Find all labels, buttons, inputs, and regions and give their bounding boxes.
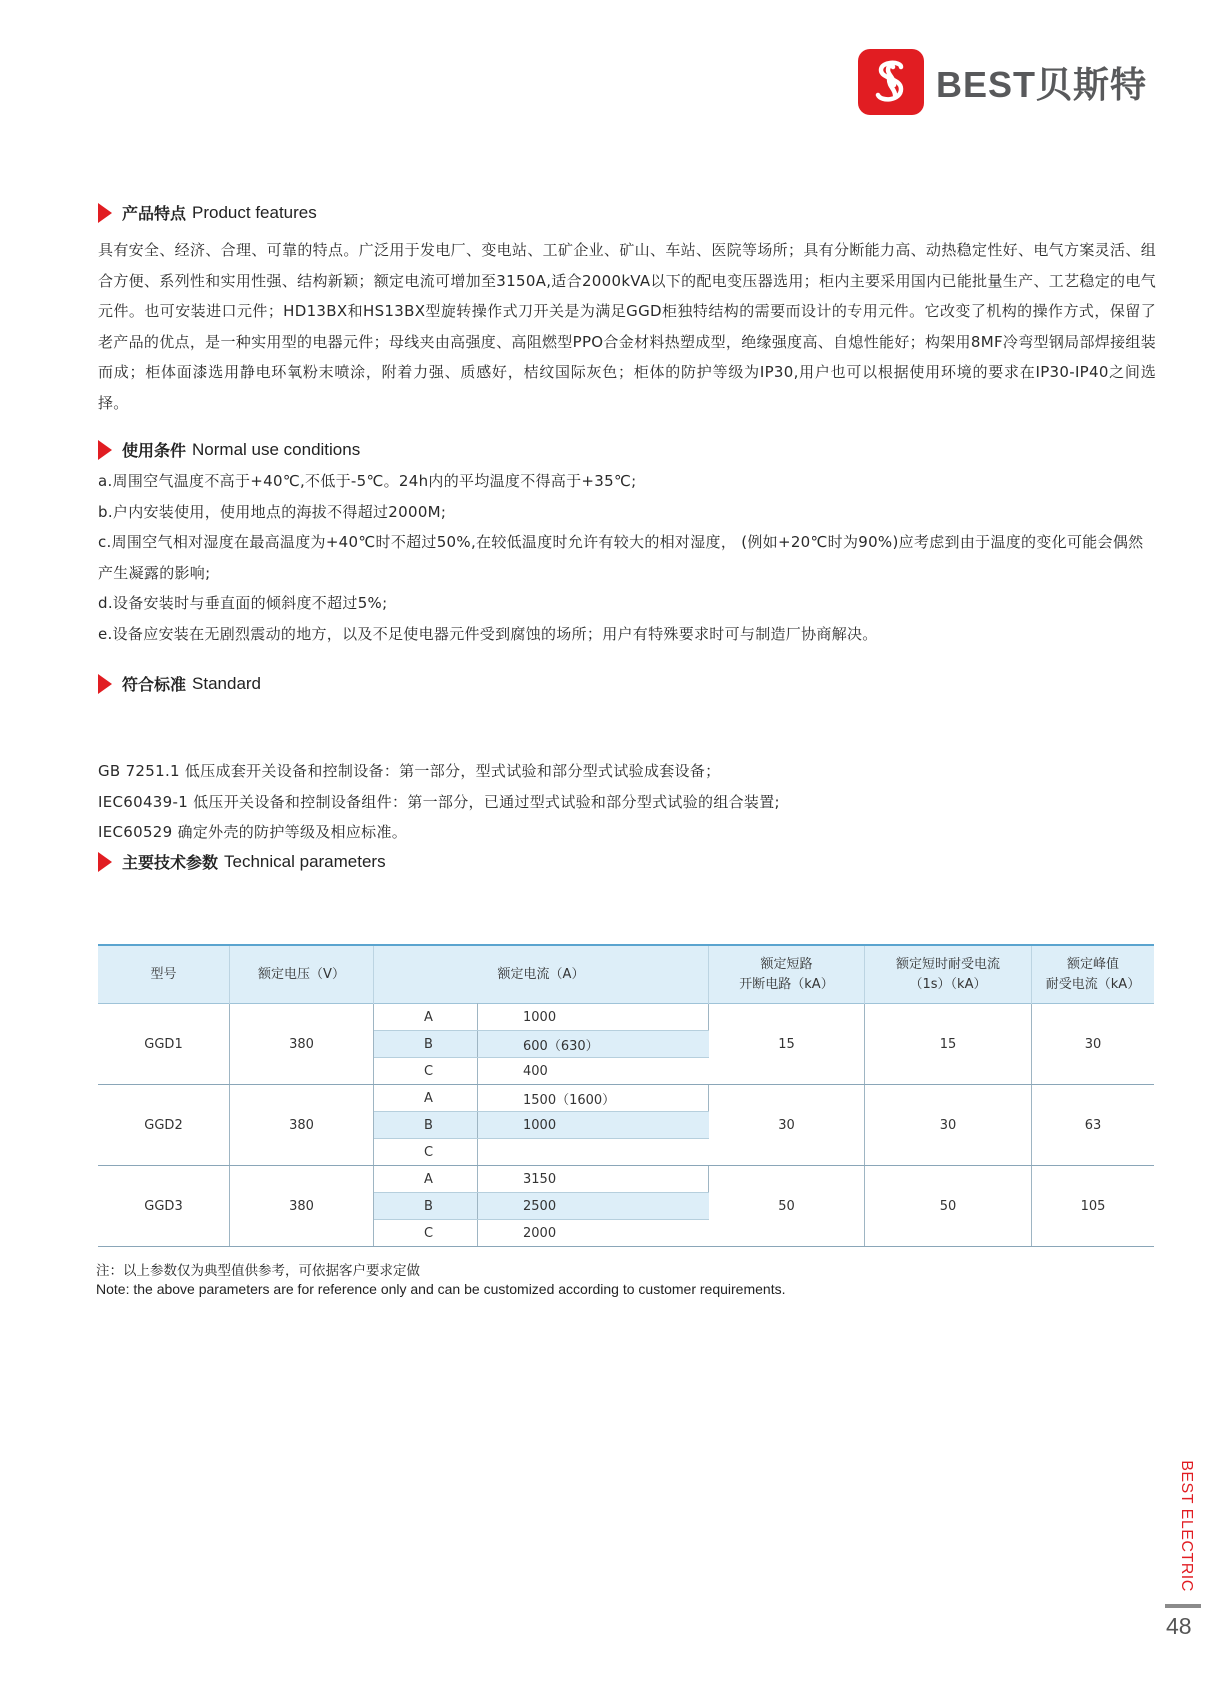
cell-current	[478, 1004, 709, 1031]
condition-item: d.设备安装时与垂直面的倾斜度不超过5%;	[98, 594, 388, 612]
standard-list	[98, 756, 1158, 848]
section-title-en: Technical parameters	[224, 851, 386, 871]
note-en: Note: the above parameters are for reference only and can be customized according to customer requirements.	[96, 1281, 786, 1297]
section-title-features	[98, 201, 317, 224]
cell-grade	[374, 1166, 478, 1193]
section-title-cn: 产品特点	[122, 204, 187, 223]
cell-grade	[374, 1031, 478, 1058]
cell-model: GGD3	[98, 1166, 230, 1247]
header-peak	[1032, 945, 1155, 1004]
cell-grade	[374, 1193, 478, 1220]
header-voltage: 额定电压（V）	[230, 945, 374, 1004]
cell-current	[478, 1193, 709, 1220]
cell-grade	[374, 1085, 478, 1112]
standard-item: GB 7251.1 低压成套开关设备和控制设备：第一部分，型式试验和部分型式试验成套设备；	[98, 762, 721, 780]
condition-item: b.户内安装使用，使用地点的海拔不得超过2000M;	[98, 502, 447, 521]
table-row	[98, 1085, 1154, 1112]
cell-short-time: 30	[865, 1085, 1032, 1166]
current-value: 3150	[523, 1171, 557, 1187]
header-current: 额定电流（A）	[374, 945, 709, 1004]
current-value: 1000	[523, 1009, 557, 1025]
header-breaking-line1: 额定短路	[760, 956, 813, 972]
section-title-params	[98, 850, 386, 873]
header-short-time-line1: 额定短时耐受电流	[895, 956, 1000, 972]
grade-label: A	[424, 1009, 433, 1025]
grade-label: C	[424, 1063, 434, 1079]
grade-label: C	[424, 1144, 434, 1160]
header-short-time	[865, 945, 1032, 1004]
table-row	[98, 1004, 1154, 1031]
brand-s-logo-icon	[858, 49, 924, 115]
cell-breaking: 30	[709, 1085, 865, 1166]
table-note	[96, 1262, 785, 1298]
grade-label: C	[424, 1225, 434, 1241]
section-title-conditions	[98, 438, 360, 461]
technical-parameters-table	[98, 944, 1154, 1247]
section-title-standard	[98, 672, 261, 695]
current-value: 1000	[523, 1117, 557, 1133]
header-breaking-line2: 开断电路（kA）	[739, 976, 834, 992]
section-arrow-icon	[98, 203, 112, 223]
cell-breaking: 15	[709, 1004, 865, 1085]
table-header-row	[98, 945, 1154, 1004]
cell-current	[478, 1220, 709, 1247]
current-value: 1500（1600）	[523, 1092, 616, 1108]
cell-peak: 105	[1032, 1166, 1155, 1247]
standard-item: IEC60439-1 低压开关设备和控制设备组件：第一部分，已通过型式试验和部分型式试验的组合装置;	[98, 792, 780, 811]
section-title-cn: 使用条件	[122, 441, 187, 460]
current-value: 400	[523, 1063, 548, 1079]
section-title-en: Standard	[192, 673, 262, 693]
current-value: 2500	[523, 1198, 557, 1214]
cell-voltage: 380	[230, 1004, 374, 1085]
cell-current	[478, 1139, 709, 1166]
standard-item: IEC60529 确定外壳的防护等级及相应标准。	[98, 823, 408, 841]
cell-model: GGD2	[98, 1085, 230, 1166]
condition-item: a.周围空气温度不高于+40℃,不低于-5℃。24h内的平均温度不得高于+35℃;	[98, 472, 637, 490]
grade-label: A	[424, 1171, 433, 1187]
section-arrow-icon	[98, 440, 112, 460]
side-brand-label	[1172, 1456, 1200, 1596]
cell-grade	[374, 1139, 478, 1166]
grade-label: B	[424, 1198, 433, 1214]
header-peak-line2: 耐受电流（kA）	[1045, 976, 1141, 992]
cell-current	[478, 1112, 709, 1139]
cell-short-time: 50	[865, 1166, 1032, 1247]
brand-name: BEST贝斯特	[936, 63, 1148, 105]
cell-grade	[374, 1058, 478, 1085]
condition-item: e.设备应安装在无剧烈震动的地方，以及不足使电器元件受到腐蚀的场所；用户有特殊要求时可与制造厂协商解决。	[98, 624, 878, 643]
cell-grade	[374, 1004, 478, 1031]
header-model: 型号	[98, 945, 230, 1004]
cell-current	[478, 1166, 709, 1193]
cell-model: GGD1	[98, 1004, 230, 1085]
section-title-en: Product features	[192, 202, 317, 222]
header-short-time-line2: （1s）（kA）	[909, 976, 987, 992]
condition-item: c.周围空气相对湿度在最高温度为+40℃时不超过50%,在较低温度时允许有较大的相对湿度， (例如+20℃时为90%)应考虑到由于温度的变化可能会偶然产生凝露的影响;	[98, 533, 1144, 582]
cell-current	[478, 1085, 709, 1112]
features-paragraph: 具有安全、经济、合理、可靠的特点。广泛用于发电厂、变电站、工矿企业、矿山、车站、医院等场所；具有分断能力高、动热稳定性好、电气方案灵活、组合方便、系列性和实用性强、结构新颖；额定电流可增加至3150A,适合2000kVA以下的配电变压器选用；柜内主要采用国内已能批量生产、工艺稳定的电气元件。也可安装进口元件；HD13BX和HS13BX型旋转操作式刀开关是为满足GGD柜独特结构的需要而设计的专用元件。它改变了机构的操作方式，保留了老产品的优点，是一种实用型的电器元件；母线夹由高强度、高阻燃型PPO合金材料热塑成型，绝缘强度高、自熄性能好；构架用8MF冷弯型钢局部焊接组装而成；柜体面漆选用静电环氧粉末喷涂，附着力强、质感好，桔纹国际灰色；柜体的防护等级为IP30,用户也可以根据使用环境的要求在IP30-IP40之间选择。	[98, 241, 1156, 412]
current-value: 600（630）	[523, 1038, 599, 1054]
section-title-en: Normal use conditions	[192, 439, 361, 459]
cell-grade	[374, 1112, 478, 1139]
header-peak-line1: 额定峰值	[1066, 956, 1119, 972]
grade-label: B	[424, 1117, 433, 1133]
table-row	[98, 1166, 1154, 1193]
cell-voltage: 380	[230, 1166, 374, 1247]
cell-peak: 30	[1032, 1004, 1155, 1085]
side-brand-text: BEST ELECTRIC	[1178, 1460, 1196, 1592]
cell-peak: 63	[1032, 1085, 1155, 1166]
cell-short-time: 15	[865, 1004, 1032, 1085]
note-cn: 注：以上参数仅为典型值供参考，可依据客户要求定做	[96, 1263, 420, 1279]
cell-current	[478, 1031, 709, 1058]
section-arrow-icon	[98, 852, 112, 872]
conditions-list	[98, 466, 1158, 649]
cell-current	[478, 1058, 709, 1085]
section-arrow-icon	[98, 674, 112, 694]
grade-label: B	[424, 1036, 433, 1052]
grade-label: A	[424, 1090, 433, 1106]
section-title-cn: 主要技术参数	[122, 853, 219, 872]
header-breaking	[709, 945, 865, 1004]
cell-grade	[374, 1220, 478, 1247]
section-title-cn: 符合标准	[122, 675, 187, 694]
current-value: 2000	[523, 1225, 557, 1241]
cell-breaking: 50	[709, 1166, 865, 1247]
cell-voltage: 380	[230, 1085, 374, 1166]
page-number-rule	[1165, 1604, 1201, 1608]
brand-logo	[858, 49, 1147, 115]
page-number: 48	[1166, 1613, 1192, 1639]
